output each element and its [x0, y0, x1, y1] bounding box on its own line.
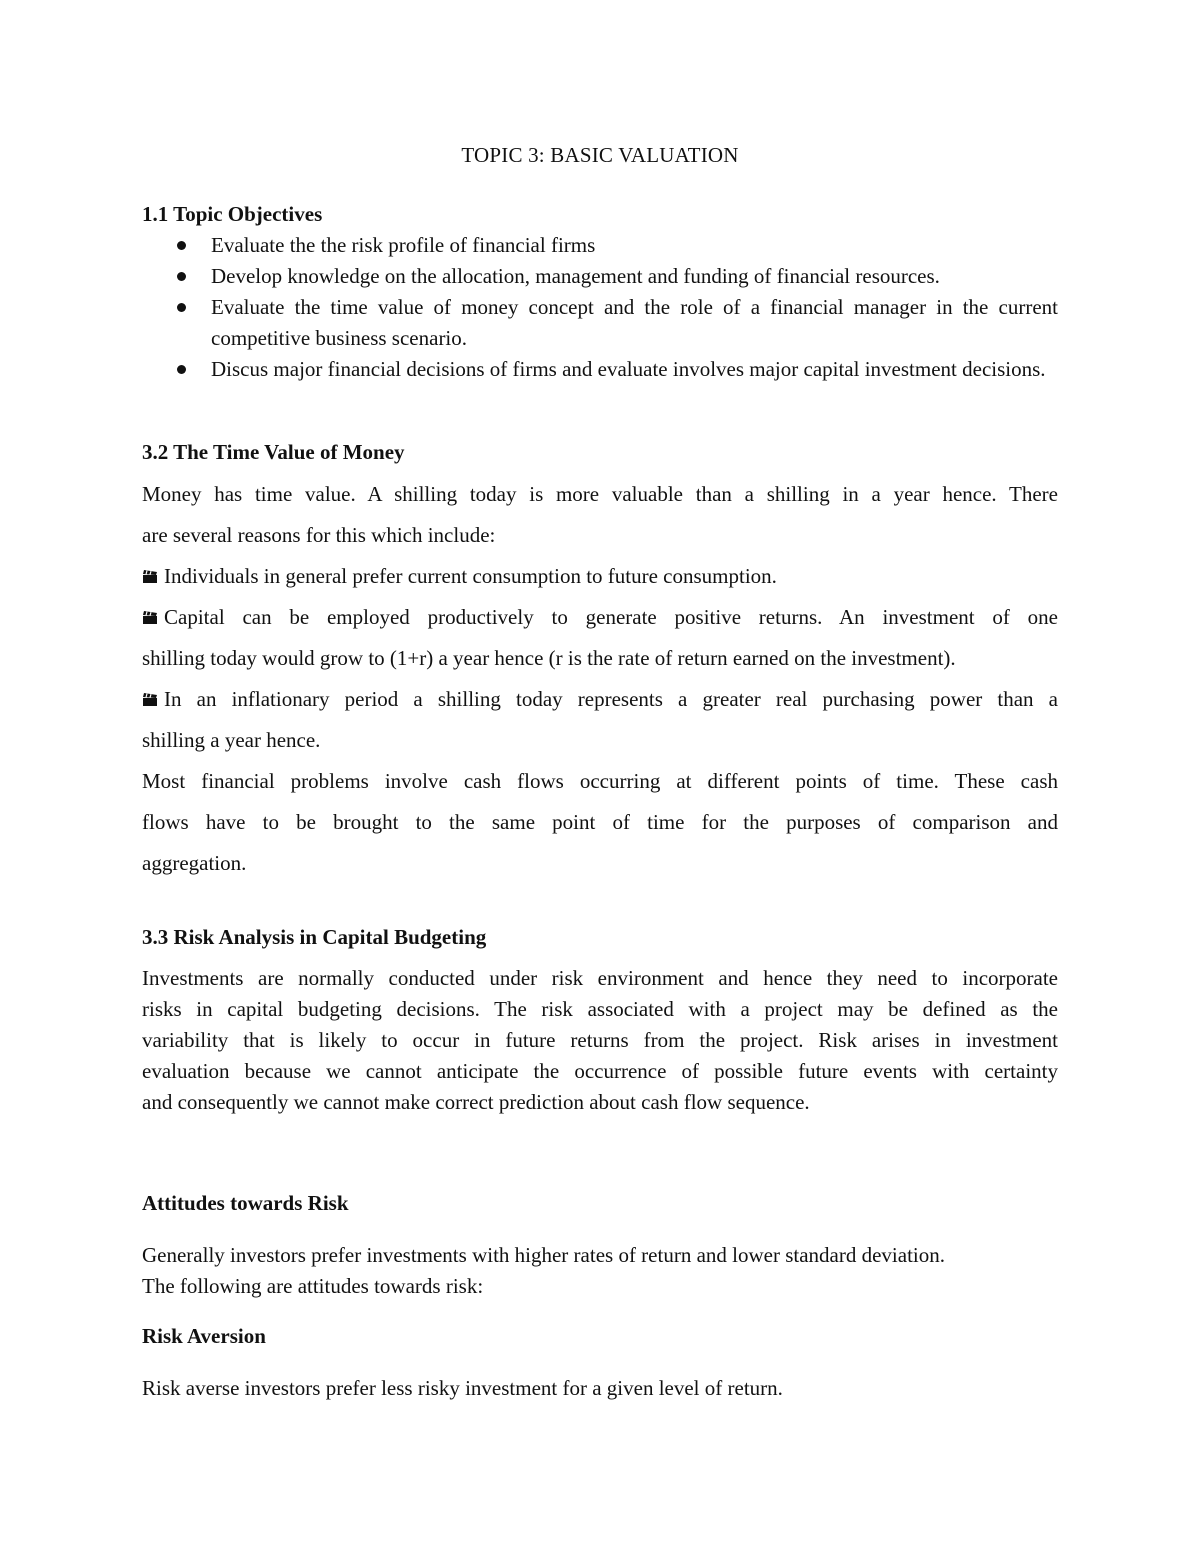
- bullet-icon: [177, 241, 186, 250]
- bullet-icon: [177, 365, 186, 374]
- time-value-body: [142, 474, 1058, 884]
- reason-text: Capital can be employed productively to generate positive returns. An investment of one: [164, 605, 1058, 629]
- objective-text: Discus major financial decisions of firms and evaluate involves major capital investment decisions.: [211, 357, 1046, 381]
- clapperboard-icon: [142, 692, 158, 707]
- list-item: [142, 261, 1058, 292]
- paragraph-line: aggregation.: [142, 851, 247, 875]
- objective-text: Evaluate the time value of money concept and the role of a financial manager in the current competitive business scenario.: [211, 295, 1058, 350]
- objective-text: Develop knowledge on the allocation, management and funding of financial resources.: [211, 264, 940, 288]
- objectives-heading: 1.1 Topic Objectives: [142, 202, 323, 226]
- paragraph-line: The following are attitudes towards risk:: [142, 1274, 484, 1298]
- attitudes-body: [142, 1240, 1058, 1302]
- reason-text: Individuals in general prefer current consumption to future consumption.: [164, 564, 777, 588]
- paragraph-line: Generally investors prefer investments with higher rates of return and lower standard deviation.: [142, 1243, 945, 1267]
- bullet-icon: [177, 272, 186, 281]
- paragraph-line: evaluation because we cannot anticipate the occurrence of possible future events with certainty: [142, 1059, 1058, 1083]
- paragraph-line: Risk averse investors prefer less risky investment for a given level of return.: [142, 1376, 783, 1400]
- paragraph-line: Most financial problems involve cash flows occurring at different points of time. These cash: [142, 769, 1058, 793]
- paragraph-line: Investments are normally conducted under risk environment and hence they need to incorporate: [142, 966, 1058, 990]
- paragraph-line: are several reasons for this which include:: [142, 523, 496, 547]
- risk-analysis-heading: 3.3 Risk Analysis in Capital Budgeting: [142, 925, 487, 949]
- page-title: TOPIC 3: BASIC VALUATION: [461, 143, 739, 167]
- clapperboard-icon: [142, 610, 158, 625]
- objectives-list: [142, 230, 1058, 385]
- clapperboard-icon: [142, 569, 158, 584]
- time-value-heading: 3.2 The Time Value of Money: [142, 440, 405, 464]
- bullet-icon: [177, 303, 186, 312]
- paragraph-line: flows have to be brought to the same point of time for the purposes of comparison and: [142, 810, 1058, 834]
- risk-aversion-body: [142, 1373, 1058, 1404]
- reason-item: [142, 556, 1058, 597]
- paragraph-line: shilling a year hence.: [142, 728, 321, 752]
- paragraph-line: shilling today would grow to (1+r) a year hence (r is the rate of return earned on the investment).: [142, 646, 956, 670]
- risk-analysis-body: [142, 963, 1058, 1118]
- attitudes-heading: Attitudes towards Risk: [142, 1191, 349, 1215]
- reason-text: In an inflationary period a shilling today represents a greater real purchasing power than a: [164, 687, 1058, 711]
- paragraph-line: variability that is likely to occur in future returns from the project. Risk arises in investment: [142, 1028, 1058, 1052]
- risk-aversion-heading: Risk Aversion: [142, 1324, 266, 1348]
- reason-item: [142, 597, 1058, 638]
- reason-item: [142, 679, 1058, 720]
- paragraph-line: risks in capital budgeting decisions. The risk associated with a project may be defined as the: [142, 997, 1058, 1021]
- paragraph-line: Money has time value. A shilling today is more valuable than a shilling in a year hence. There: [142, 482, 1058, 506]
- paragraph-line: and consequently we cannot make correct prediction about cash flow sequence.: [142, 1090, 810, 1114]
- list-item: [142, 230, 1058, 261]
- list-item: [142, 354, 1058, 385]
- list-item: [142, 292, 1058, 354]
- objective-text: Evaluate the the risk profile of financial firms: [211, 233, 596, 257]
